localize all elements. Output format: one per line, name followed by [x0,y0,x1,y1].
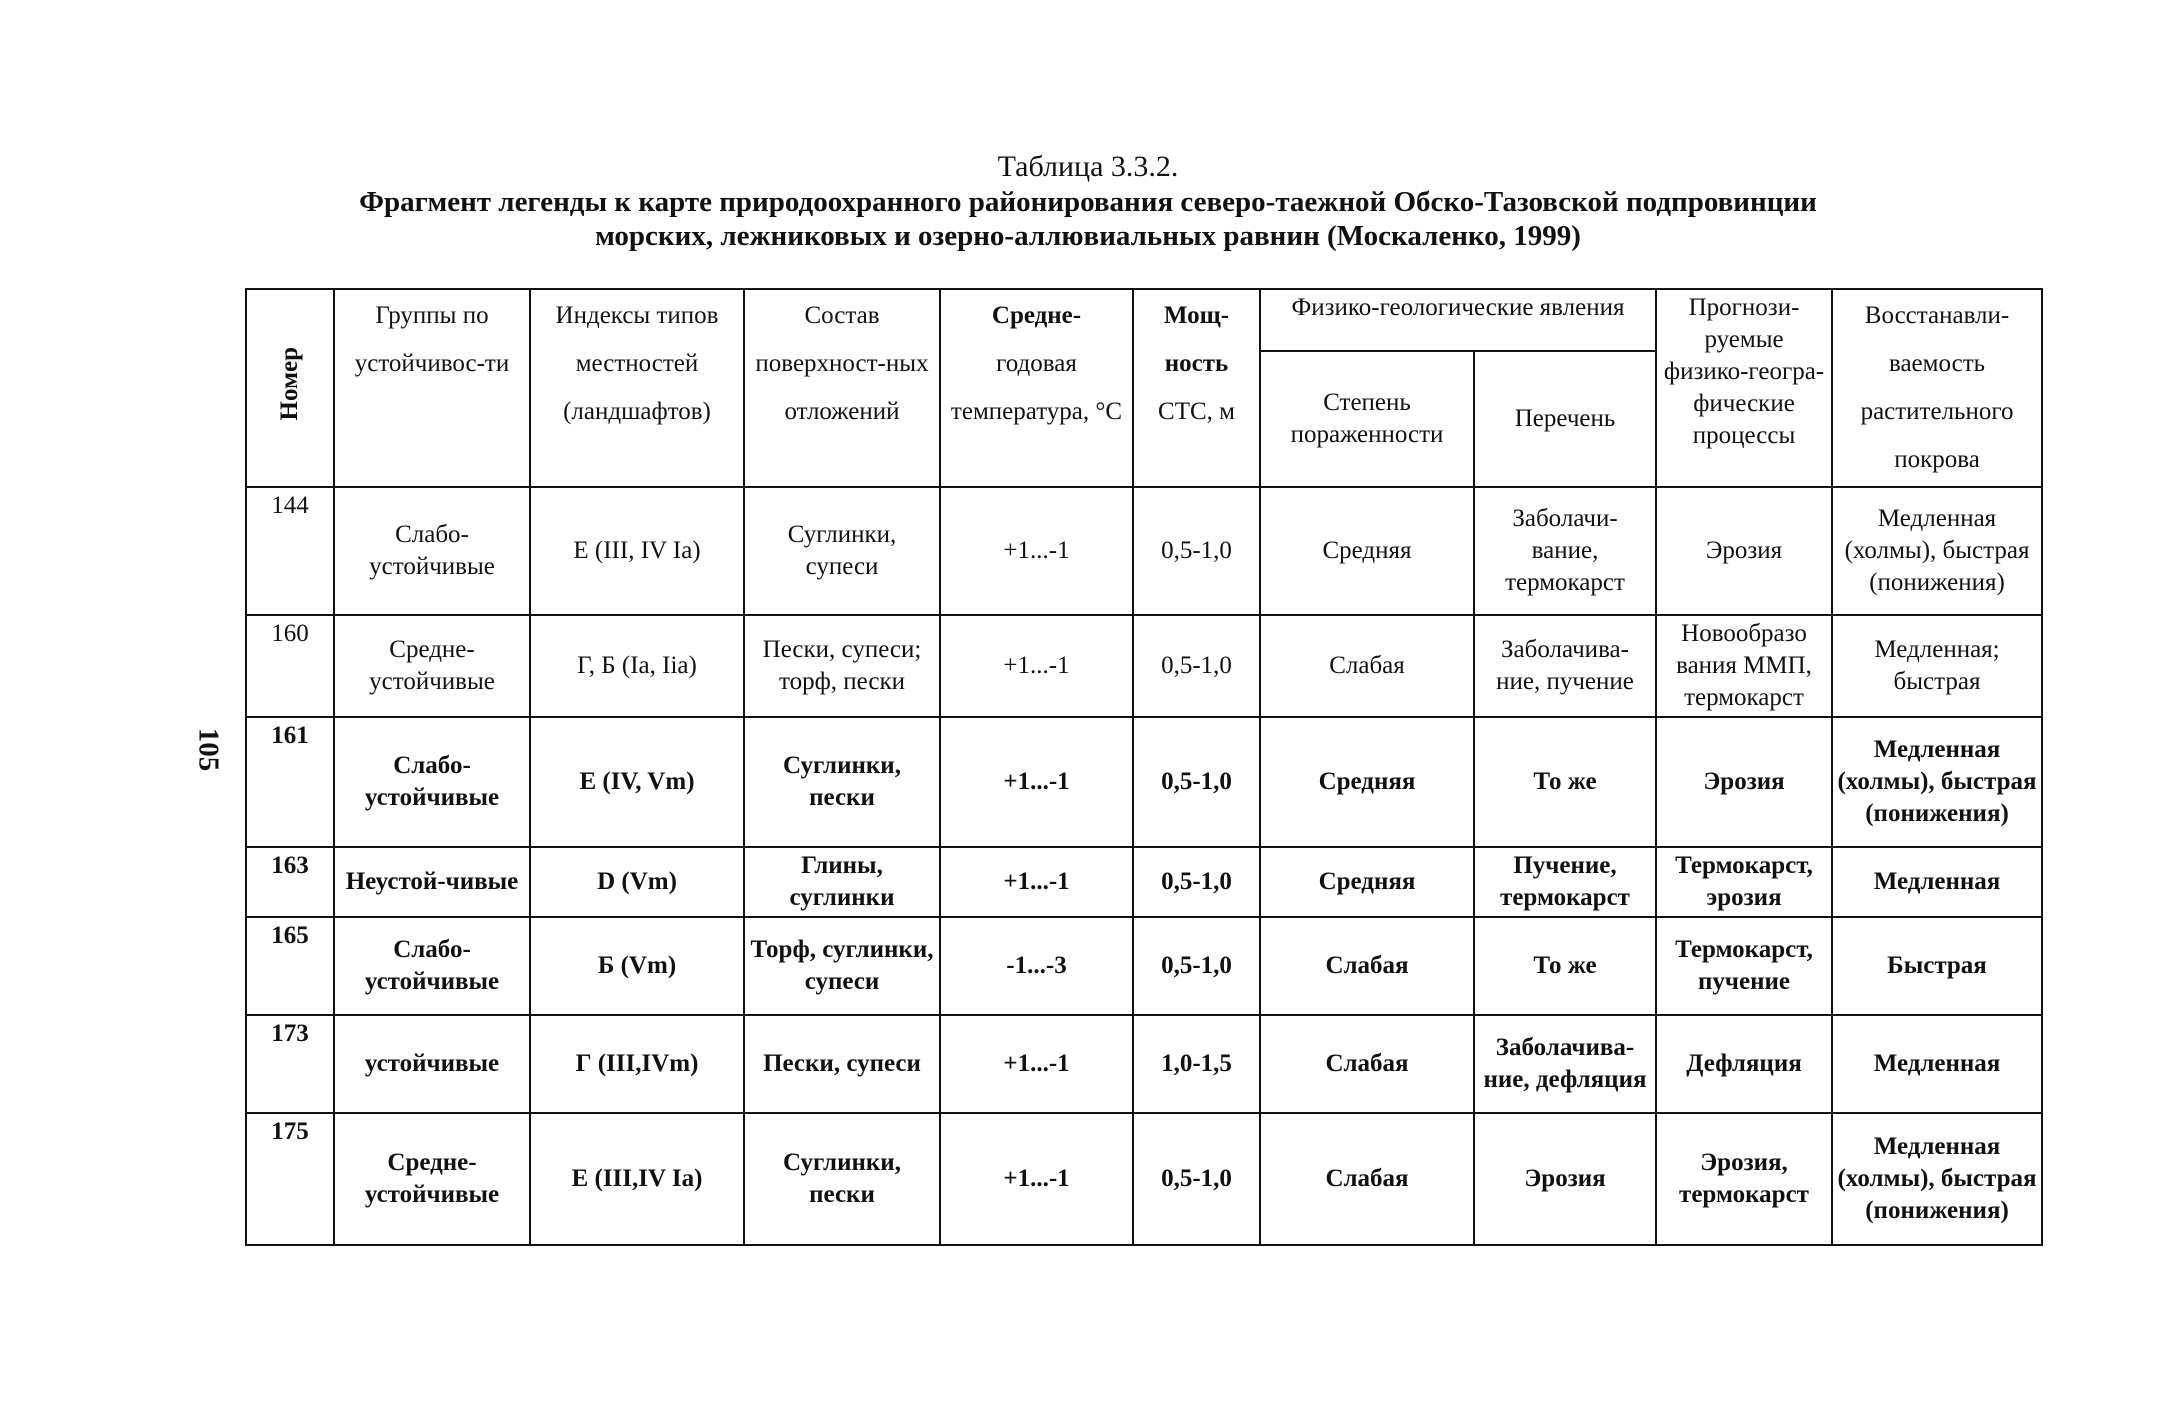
cell-group: устойчивые [334,1015,530,1113]
cell-restoration: Медленная (холмы), быстрая (понижения) [1832,487,2042,615]
cell-forecast: Дефляция [1656,1015,1832,1113]
legend-table [245,288,2043,1246]
cell-forecast: Эрозия [1656,717,1832,847]
table-row [246,847,2042,917]
cell-number: 173 [246,1015,334,1113]
header-restoration [1832,289,2042,487]
cell-list: То же [1474,917,1656,1015]
table-title-line-2: морских, лежниковых и озерно-аллювиальных равнин (Москаленко, 1999) [595,220,1581,252]
table-row [246,487,2042,615]
header-composition-label: Состав поверхност-ных отложений [755,302,929,425]
cell-thickness: 0,5-1,0 [1133,487,1260,615]
header-thickness-line-3: СТС, м [1158,398,1235,425]
table-row [246,1113,2042,1245]
cell-composition: Суглинки, пески [744,1113,940,1245]
page-number: 105 [192,727,225,772]
cell-group: Средне-устойчивые [334,1113,530,1245]
cell-composition: Пески, супеси; торф, пески [744,615,940,717]
cell-degree: Средняя [1260,717,1474,847]
cell-thickness: 0,5-1,0 [1133,1113,1260,1245]
cell-number: 175 [246,1113,334,1245]
header-temperature [940,289,1133,487]
cell-temperature: +1...-1 [940,615,1133,717]
header-phenomena-label: Физико-геологические явления [1291,294,1625,321]
cell-forecast: Новообразо вания ММП, термокарст [1656,615,1832,717]
header-list [1474,351,1656,487]
cell-temperature: -1...-3 [940,917,1133,1015]
cell-indices: Г, Б (Ia, Iia) [530,615,744,717]
cell-indices: Е (IV, Vm) [530,717,744,847]
header-group-label: Группы по устойчивос-ти [354,302,510,377]
table-row [246,615,2042,717]
cell-degree: Средняя [1260,847,1474,917]
cell-thickness: 0,5-1,0 [1133,717,1260,847]
header-number [246,289,334,487]
cell-indices: Г (III,IVm) [530,1015,744,1113]
header-restoration-label: Восстанавли-ваемость растительного покрова [1860,302,2014,473]
cell-indices: Е (III,IV Ia) [530,1113,744,1245]
header-thickness-line-1: Мощ- [1163,302,1230,329]
cell-restoration: Медленная [1832,1015,2042,1113]
header-forecast [1656,289,1832,487]
header-forecast-label: Прогнози-руемые физико-геогра-фические процессы [1663,294,1825,449]
header-degree [1260,351,1474,487]
cell-group: Слабо-устойчивые [334,917,530,1015]
header-list-label: Перечень [1514,405,1616,432]
table-title-line-1: Фрагмент легенды к карте природоохранного районирования северо-таежной Обско-Тазовской подпровинции [359,186,1817,218]
header-phenomena [1260,289,1656,351]
cell-list: Пучение, термокарст [1474,847,1656,917]
cell-list: То же [1474,717,1656,847]
cell-composition: Суглинки, пески [744,717,940,847]
table-row [246,717,2042,847]
table-row [246,917,2042,1015]
cell-temperature: +1...-1 [940,847,1133,917]
header-group [334,289,530,487]
cell-list: Заболачива-ние, пучение [1474,615,1656,717]
cell-forecast: Термокарст, эрозия [1656,847,1832,917]
header-composition [744,289,940,487]
table-row [246,1015,2042,1113]
cell-list: Эрозия [1474,1113,1656,1245]
cell-temperature: +1...-1 [940,1113,1133,1245]
header-temperature-line-2: годовая температура, °С [950,350,1123,425]
cell-degree: Средняя [1260,487,1474,615]
cell-list: Заболачива-ние, дефляция [1474,1015,1656,1113]
cell-restoration: Медленная (холмы), быстрая (понижения) [1832,1113,2042,1245]
cell-restoration: Медленная; быстрая [1832,615,2042,717]
header-thickness-line-2: ность [1164,350,1229,377]
cell-number: 160 [246,615,334,717]
cell-thickness: 1,0-1,5 [1133,1015,1260,1113]
cell-restoration: Медленная [1832,847,2042,917]
header-indices-label: Индексы типов местностей (ландшафтов) [555,302,719,425]
cell-forecast: Эрозия, термокарст [1656,1113,1832,1245]
header-degree-label: Степень пораженности [1290,389,1444,448]
cell-restoration: Медленная (холмы), быстрая (понижения) [1832,717,2042,847]
cell-number: 161 [246,717,334,847]
cell-number: 144 [246,487,334,615]
cell-composition: Пески, супеси [744,1015,940,1113]
cell-degree: Слабая [1260,1015,1474,1113]
cell-list: Заболачи-вание, термокарст [1474,487,1656,615]
cell-thickness: 0,5-1,0 [1133,917,1260,1015]
header-thickness [1133,289,1260,487]
cell-degree: Слабая [1260,1113,1474,1245]
header-number-label: Номер [276,346,303,421]
cell-group: Слабо-устойчивые [334,717,530,847]
cell-number: 163 [246,847,334,917]
cell-composition: Торф, суглинки, супеси [744,917,940,1015]
cell-thickness: 0,5-1,0 [1133,615,1260,717]
cell-indices: Е (III, IV Ia) [530,487,744,615]
cell-composition: Суглинки, супеси [744,487,940,615]
cell-temperature: +1...-1 [940,1015,1133,1113]
cell-forecast: Термокарст, пучение [1656,917,1832,1015]
table-label: Таблица 3.3.2. [997,150,1179,183]
cell-group: Неустой-чивые [334,847,530,917]
header-temperature-line-1: Средне- [991,302,1082,329]
header-indices [530,289,744,487]
cell-group: Слабо-устойчивые [334,487,530,615]
cell-temperature: +1...-1 [940,487,1133,615]
cell-degree: Слабая [1260,615,1474,717]
cell-restoration: Быстрая [1832,917,2042,1015]
cell-group: Средне-устойчивые [334,615,530,717]
cell-degree: Слабая [1260,917,1474,1015]
cell-indices: D (Vm) [530,847,744,917]
cell-number: 165 [246,917,334,1015]
cell-indices: Б (Vm) [530,917,744,1015]
cell-composition: Глины, суглинки [744,847,940,917]
cell-temperature: +1...-1 [940,717,1133,847]
cell-thickness: 0,5-1,0 [1133,847,1260,917]
cell-forecast: Эрозия [1656,487,1832,615]
